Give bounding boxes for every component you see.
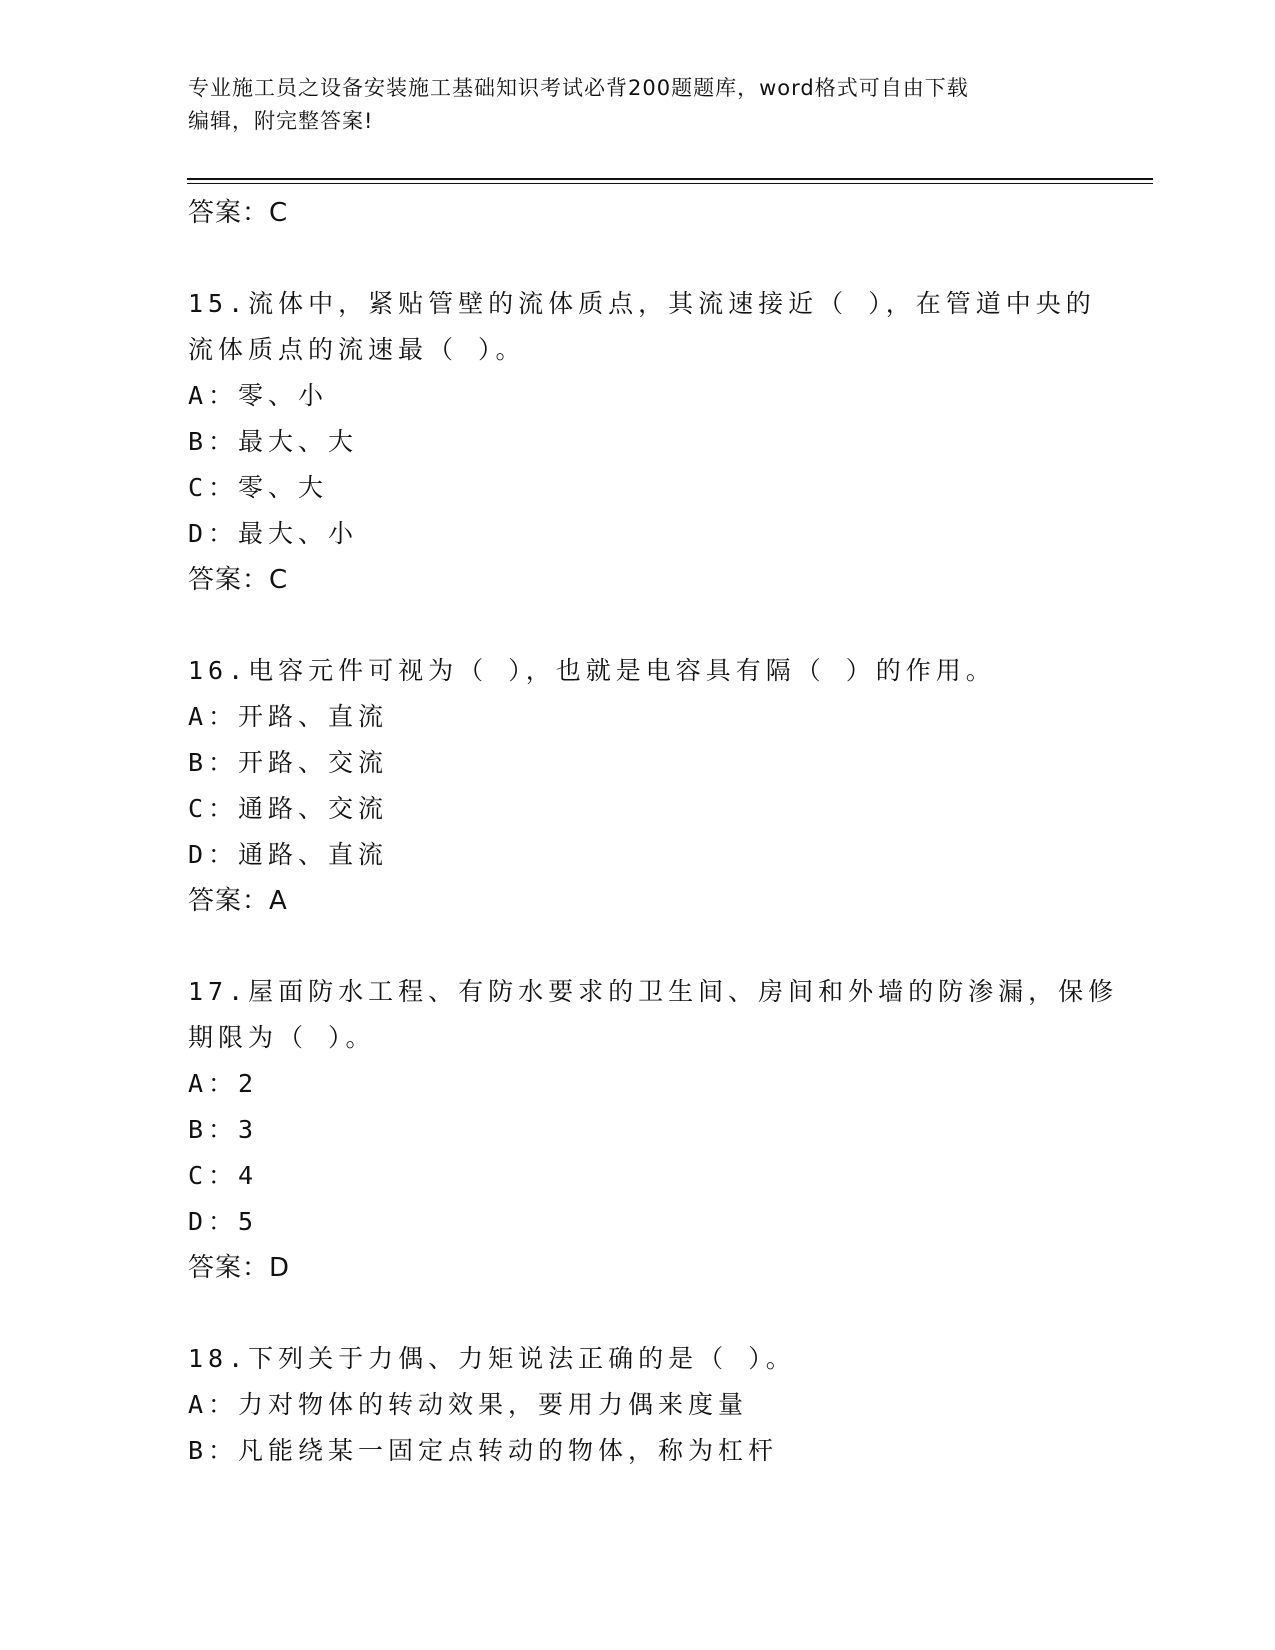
option-15-d: D：最大、小 — [188, 519, 359, 548]
header-line-2: 编辑，附完整答案! — [188, 109, 374, 133]
option-17-b: B：3 — [188, 1115, 259, 1144]
question-17 — [188, 969, 1148, 1291]
question-18 — [188, 1336, 1148, 1474]
question-17-line-2: 期限为（ ）。 — [188, 1023, 376, 1052]
answer-15: 答案：C — [188, 565, 289, 595]
option-16-c: C：通路、交流 — [188, 794, 389, 823]
option-15-c: C：零、大 — [188, 473, 329, 502]
question-16-line-1: 16.电容元件可视为（ ），也就是电容具有隔（ ）的作用。 — [188, 656, 996, 685]
question-15-line-2: 流体质点的流速最（ ）。 — [188, 335, 526, 364]
header-line-1: 专业施工员之设备安装施工基础知识考试必背200题题库，word格式可自由下载 — [188, 76, 969, 100]
option-18-b: B：凡能绕某一固定点转动的物体，称为杠杆 — [188, 1436, 779, 1465]
question-15-line-1: 15.流体中，紧贴管壁的流体质点，其流速接近（ ），在管道中央的 — [188, 289, 1096, 318]
spacer — [188, 236, 1148, 281]
header-divider-thick — [187, 178, 1153, 180]
option-16-a: A：开路、直流 — [188, 702, 389, 731]
answer-14: 答案：C — [188, 198, 289, 228]
option-15-b: B：最大、大 — [188, 427, 359, 456]
option-17-a: A：2 — [188, 1069, 259, 1098]
option-18-a: A：力对物体的转动效果，要用力偶来度量 — [188, 1390, 749, 1419]
document-header — [188, 72, 1088, 138]
question-18-line-1: 18.下列关于力偶、力矩说法正确的是（ ）。 — [188, 1344, 796, 1373]
option-15-a: A：零、小 — [188, 381, 329, 410]
option-16-b: B：开路、交流 — [188, 748, 389, 777]
option-17-d: D：5 — [188, 1207, 259, 1236]
spacer — [188, 603, 1148, 648]
header-divider-thin — [187, 183, 1153, 184]
answer-16: 答案：A — [188, 886, 288, 916]
option-17-c: C：4 — [188, 1161, 259, 1190]
spacer — [188, 1291, 1148, 1336]
spacer — [188, 924, 1148, 969]
question-16 — [188, 648, 1148, 924]
option-16-d: D：通路、直流 — [188, 840, 389, 869]
answer-17: 答案：D — [188, 1253, 291, 1283]
question-list — [188, 190, 1148, 1474]
question-15 — [188, 281, 1148, 603]
question-17-line-1: 17.屋面防水工程、有防水要求的卫生间、房间和外墙的防渗漏，保修 — [188, 977, 1119, 1006]
